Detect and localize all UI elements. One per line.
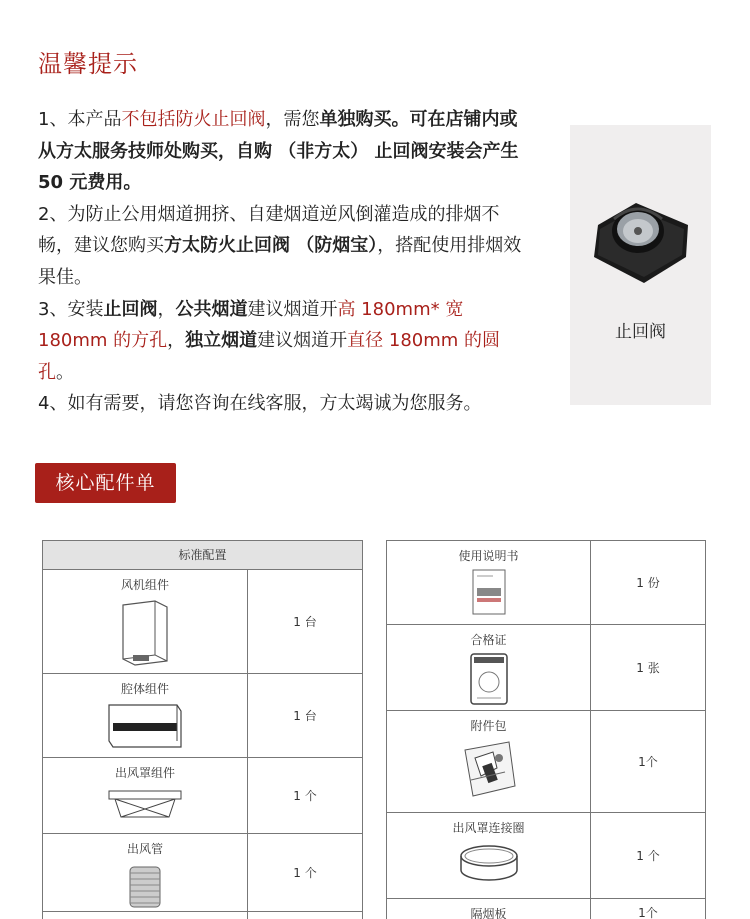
tip-text-run: ，需您 <box>265 109 320 130</box>
table-row <box>43 674 248 758</box>
tip-text-run: 。 <box>56 361 74 383</box>
tip-text-run: 独立烟道 <box>185 330 258 352</box>
tip-text-run: 2、为防止公用烟道拥挤、自建烟道逆风倒灌造成的排烟不畅，建议您购买 <box>38 203 500 257</box>
item-name: 合格证 <box>470 633 507 647</box>
table-row <box>387 541 591 625</box>
table-row <box>387 813 591 899</box>
item-name: 隔烟板 <box>470 907 507 919</box>
item-qty: 1 个 <box>248 758 363 834</box>
tip-text-run: 3、安装 <box>38 298 104 320</box>
item-name: 风机组件 <box>120 578 169 592</box>
tip-text-run: 建议烟道开 <box>247 298 338 320</box>
tip-text-run: ， <box>167 330 186 352</box>
item-qty: 1 台 <box>248 674 363 758</box>
item-name: 使用说明书 <box>458 549 519 563</box>
tip-item-2 <box>38 199 528 294</box>
tip-text-run: 公共烟道 <box>175 298 248 320</box>
item-qty: 1 张 <box>591 625 706 711</box>
table-row <box>43 570 248 674</box>
cavity-assembly-image <box>105 701 185 751</box>
tip-text-run: 单独购买 <box>319 109 392 130</box>
item-name: 出风管 <box>126 842 163 856</box>
table-row <box>387 625 591 711</box>
tip-text-run: 建议烟道开 <box>257 330 348 352</box>
table-header: 标准配置 <box>43 541 363 570</box>
tip-text-run: 4、如有需要，请您咨询在线客服，方太竭诚为您服务。 <box>38 393 482 415</box>
manual-image <box>471 568 507 616</box>
item-qty: 1个 <box>591 711 706 813</box>
fan-assembly-image <box>115 597 175 667</box>
item-name: 出风罩组件 <box>114 766 175 780</box>
standard-config-table <box>42 540 363 919</box>
accessory-bag-image <box>459 738 519 800</box>
item-name: 出风罩连接圈 <box>452 821 525 835</box>
table-row <box>43 758 248 834</box>
outlet-hood-image <box>105 785 185 825</box>
check-valve-image <box>588 185 693 305</box>
table-row <box>387 711 591 813</box>
item-qty: 1 个 <box>591 813 706 899</box>
item-qty: 1 个 <box>248 834 363 912</box>
item-qty: 1 台 <box>248 570 363 674</box>
tip-text-run: 直径 180mm 的圆孔 <box>38 330 501 383</box>
tip-text-run: 1、本产品 <box>38 109 122 130</box>
item-name: 附件包 <box>470 719 507 733</box>
outlet-pipe-image <box>120 861 170 911</box>
table-row <box>43 834 248 912</box>
tip-text-run: 止回阀 <box>103 298 158 320</box>
connection-ring-image <box>457 840 521 886</box>
item-qty: 1个 <box>591 899 706 919</box>
accessory-table <box>386 540 706 919</box>
certificate-image <box>469 652 509 706</box>
tip-text-run: 高 180mm* 宽 180mm 的方孔 <box>38 298 464 352</box>
item-qty: 1 份 <box>591 541 706 625</box>
item-name: 腔体组件 <box>120 682 169 696</box>
check-valve-label: 止回阀 <box>615 322 666 342</box>
table-row <box>387 899 591 919</box>
tip-item-3 <box>38 294 528 389</box>
check-valve-card <box>570 125 711 405</box>
tip-text-run: 方太防火止回阀 （防烟宝） <box>164 235 378 257</box>
tips-body <box>38 104 528 420</box>
tip-item-1 <box>38 104 528 199</box>
tip-text-run: ，搭配使用排烟效果佳。 <box>38 235 522 288</box>
tip-item-4 <box>38 388 528 420</box>
section-title: 核心配件单 <box>35 463 176 503</box>
table-row <box>43 912 248 919</box>
table-row <box>248 912 363 919</box>
tips-title: 温馨提示 <box>38 50 138 78</box>
tip-text-run: 。可在店铺内或从方太服务技师处购买，自购 （非方太） 止回阀安装会产生 50 元费用。 <box>38 109 519 194</box>
tip-text-run: 不包括防火止回阀 <box>121 109 266 130</box>
tip-text-run: ， <box>157 298 176 320</box>
